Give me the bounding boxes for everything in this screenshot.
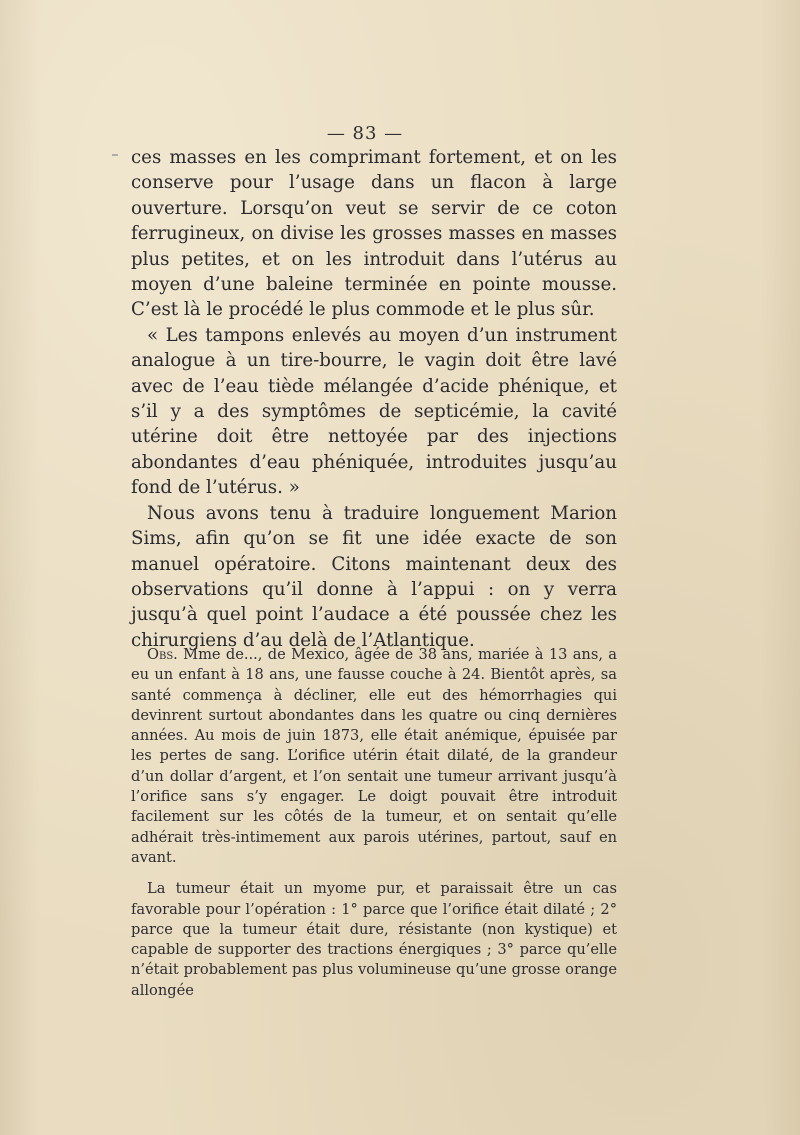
observation-paragraph-2: La tumeur était un myome pur, et paraissait être un cas favorable pour l’opération : 1° parce que l’orifice était dilaté ; 2° parce que la tumeur était dure, résistante (non kystique) et capable de supporter des tractions énergiques ; 3° parce qu’elle n’était probablement pas plus volumineuse qu’une grosse orange allongée	[131, 880, 617, 999]
observation-label: Obs.	[147, 646, 178, 663]
observation-block	[131, 645, 617, 1012]
margin-mark	[112, 154, 118, 156]
observation-paragraph	[131, 645, 617, 868]
paragraph-continuation: ces masses en les comprimant fortement, et on les conserve pour l’usage dans un flacon à large ouverture. Lorsqu’on veut se servir de ce coton ferrugineux, on divise les grosses masses en masses plus petites, et on les introduit dans l’utérus au moyen d’une baleine terminée en pointe mousse. C’est là le procédé le plus commode et le plus sûr.	[131, 147, 617, 321]
observation-text: Mme de..., de Mexico, âgée de 38 ans, mariée à 13 ans, a eu un enfant à 18 ans, une fausse couche à 24. Bientôt après, sa santé commença à décliner, elle eut des hémorrhagies qui devinrent surtout abondantes dans les quatre ou cinq dernières années. Au mois de juin 1873, elle était anémique, épuisée par les pertes de sang. L’orifice utérin était dilaté, de la grandeur d’un dollar d’argent, et l’on sentait une tumeur arrivant jusqu’à l’orifice sans s’y engager. Le doigt pouvait être introduit facilement sur les côtés de la tumeur, et on sentait qu’elle adhérait très-intimement aux parois utérines, partout, sauf en avant.	[131, 646, 617, 866]
paragraph-quote: « Les tampons enlevés au moyen d’un instrument analogue à un tire-bourre, le vagin doit être lavé avec de l’eau tiède mélangée d’acide phénique, et s’il y a des symptômes de septicémie, la cavité utérine doit être nettoyée par des injections abondantes d’eau phéniquée, introduites jusqu’au fond de l’utérus. »	[131, 324, 617, 499]
main-text-block	[131, 145, 617, 653]
paragraph-commentary: Nous avons tenu à traduire longuement Marion Sims, afin qu’on se fit une idée exacte de son manuel opératoire. Citons maintenant deux des observations qu’il donne à l’appui : on y verra jusqu’à quel point l’audace a été poussée chez les chirurgiens d’au delà de l’Atlantique.	[131, 502, 617, 651]
page-number: — 83 —	[326, 123, 404, 144]
